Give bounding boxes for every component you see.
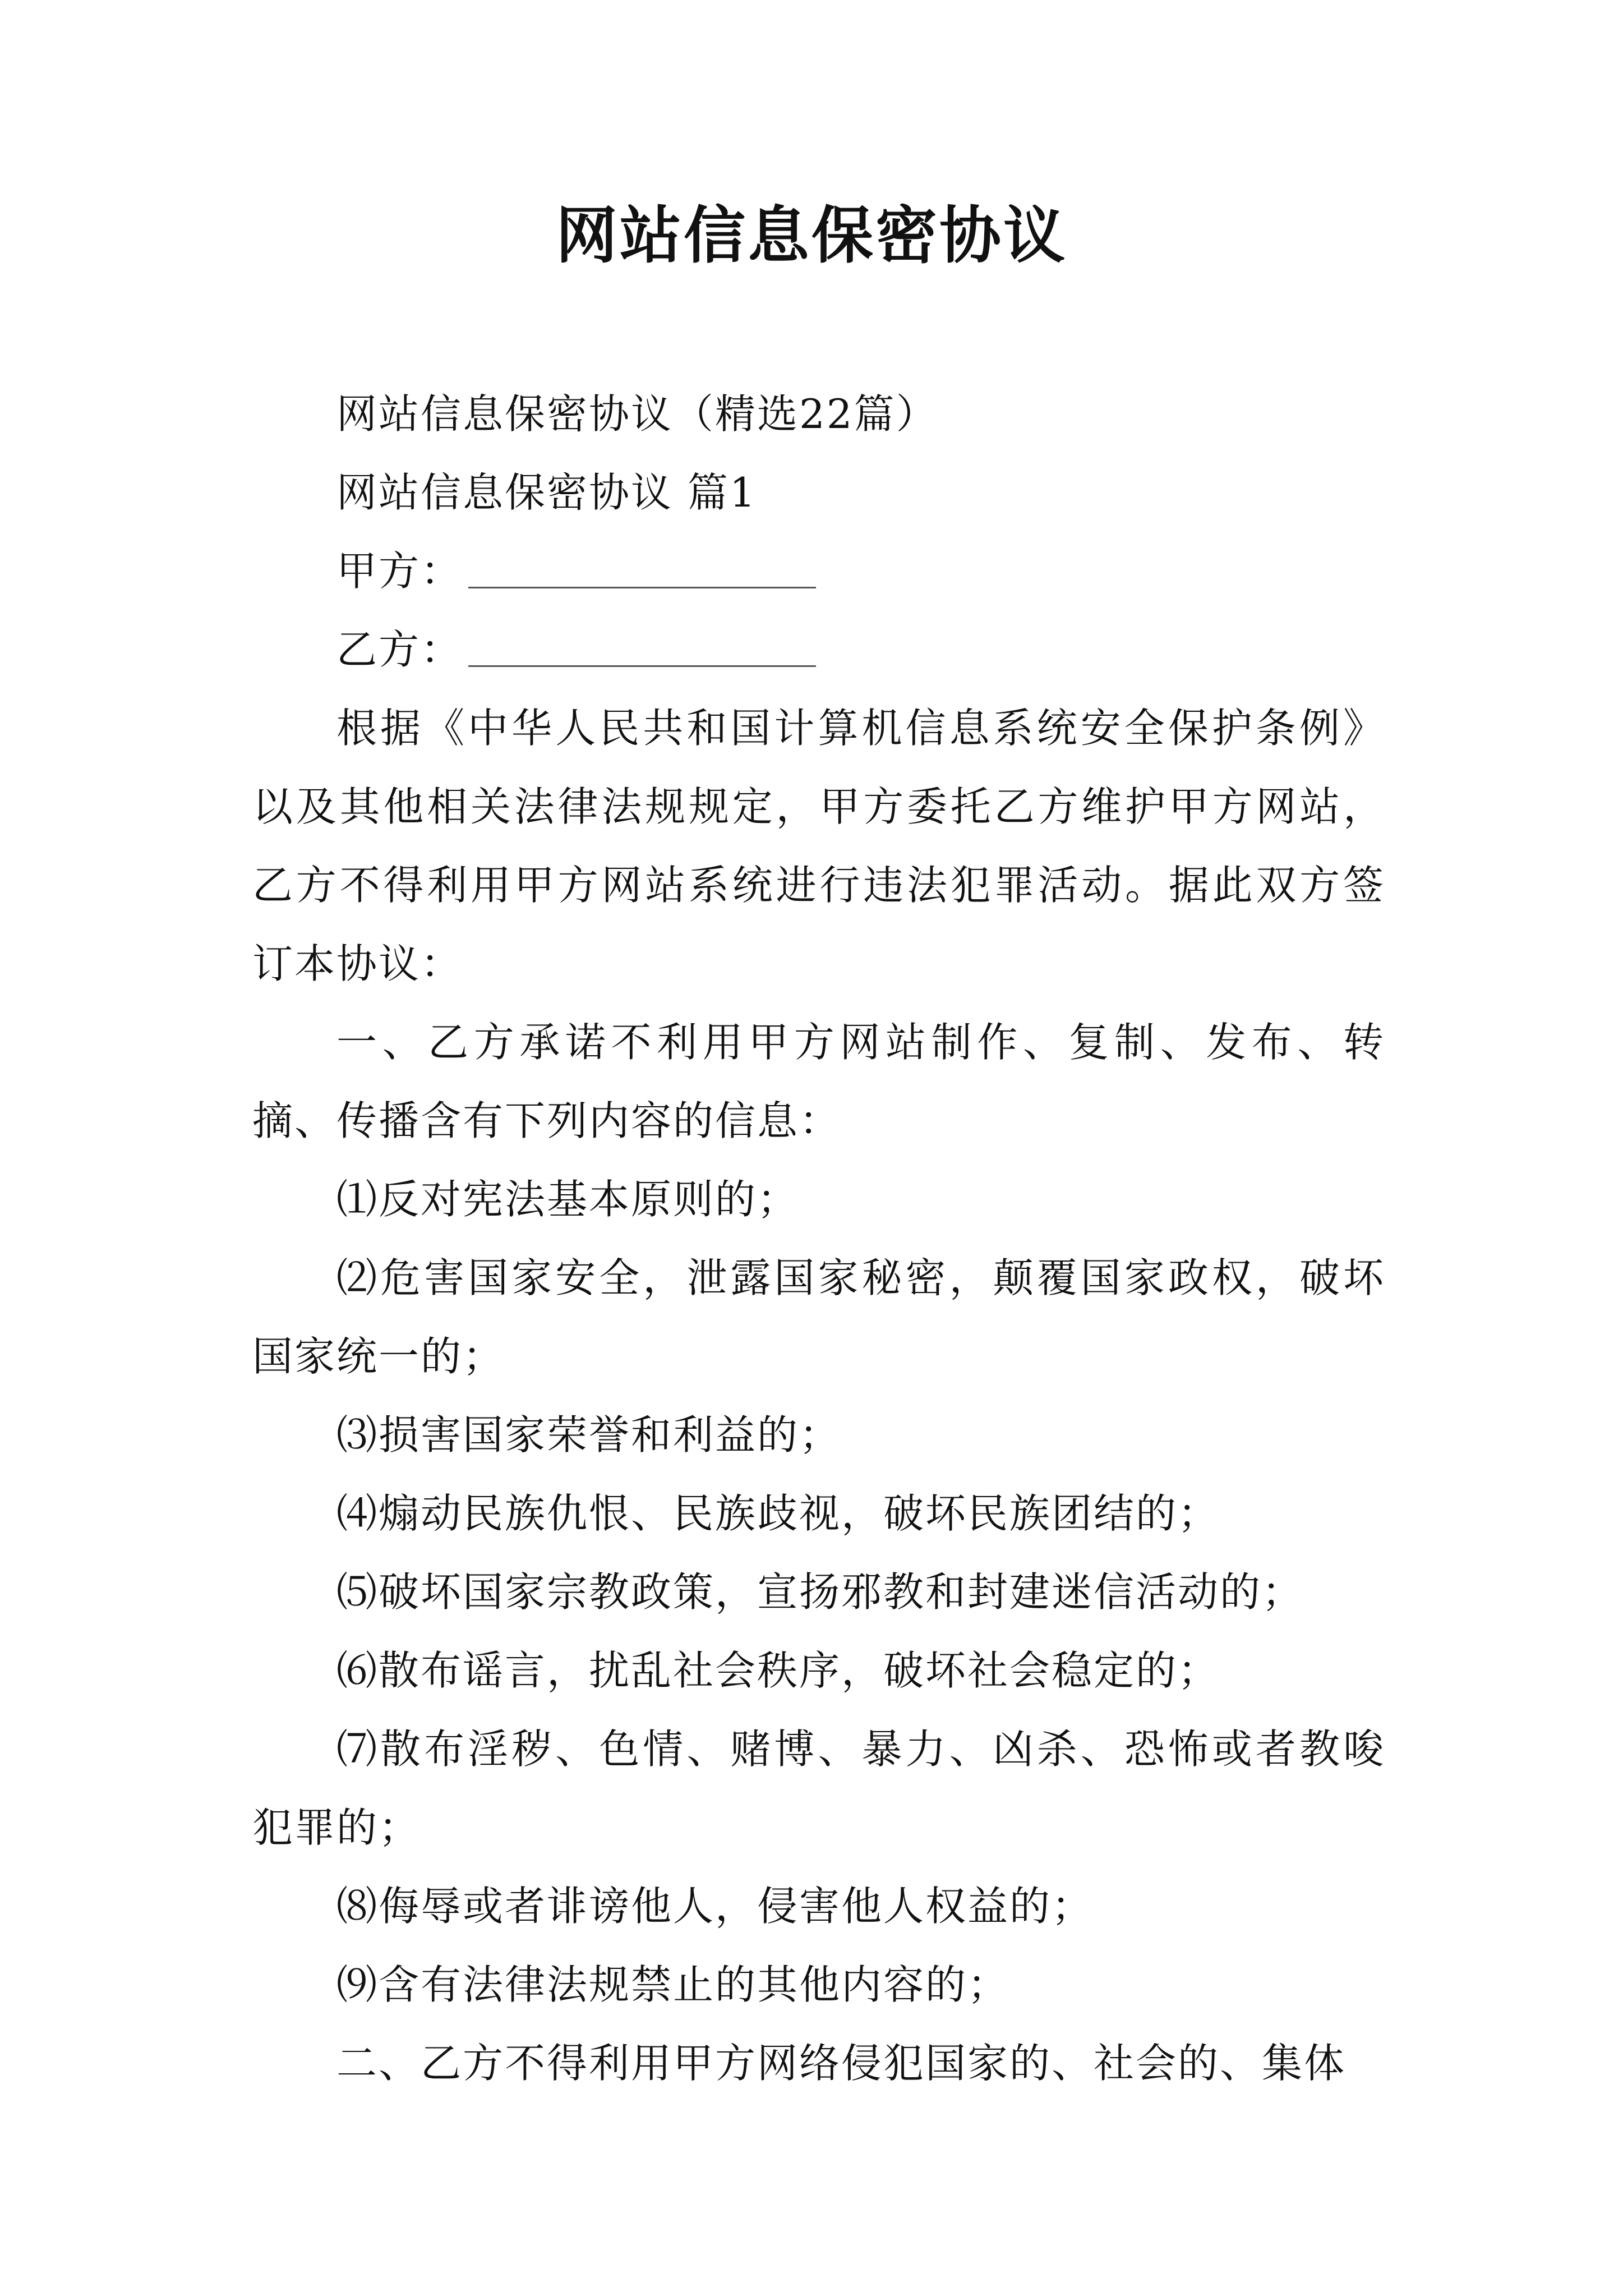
list-item: ⑷煽动民族仇恨、民族歧视，破坏民族团结的； (336, 1490, 1220, 1537)
list-item: ⑻侮辱或者诽谤他人，侵害他人权益的； (336, 1883, 1094, 1930)
list-item: ⑵危害国家安全，泄露国家秘密，颠覆国家政权，破坏国家统一的； (252, 1254, 1385, 1380)
section-heading: 网站信息保密协议 篇1 (336, 469, 757, 516)
party-a-blank (468, 587, 816, 588)
document-subtitle: 网站信息保密协议（精选22篇） (336, 390, 938, 438)
party-a-label: 甲方： (336, 547, 463, 595)
list-item: ⑺散布淫秽、色情、赌博、暴力、凶杀、恐怖或者教唆犯罪的； (252, 1726, 1385, 1851)
document-body (252, 375, 1385, 2102)
intro-paragraph: 根据《中华人民共和国计算机信息系统安全保护条例》以及其他相关法律法规规定，甲方委托乙方维护甲方网站，乙方不得利用甲方网站系统进行违法犯罪活动。据此双方签订本协议： (252, 705, 1385, 987)
clause-1: 一、乙方承诺不利用甲方网站制作、复制、发布、转摘、传播含有下列内容的信息： (252, 1019, 1385, 1144)
party-b-label: 乙方： (336, 626, 463, 673)
list-item: ⑶损害国家荣誉和利益的； (336, 1411, 842, 1458)
list-item: ⑴反对宪法基本原则的； (336, 1176, 800, 1223)
list-item: ⑼含有法律法规禁止的其他内容的； (336, 1961, 1010, 2008)
party-b-blank (468, 665, 816, 667)
list-item: ⑸破坏国家宗教政策，宣扬邪教和封建迷信活动的； (336, 1568, 1304, 1616)
list-item: ⑹散布谣言，扰乱社会秩序，破坏社会稳定的； (336, 1647, 1220, 1694)
clause-2: 二、乙方不得利用甲方网络侵犯国家的、社会的、集体 (336, 2040, 1347, 2087)
document-title: 网站信息保密协议 (556, 199, 1067, 272)
party-a-line (252, 532, 1385, 610)
party-b-line (252, 610, 1385, 689)
